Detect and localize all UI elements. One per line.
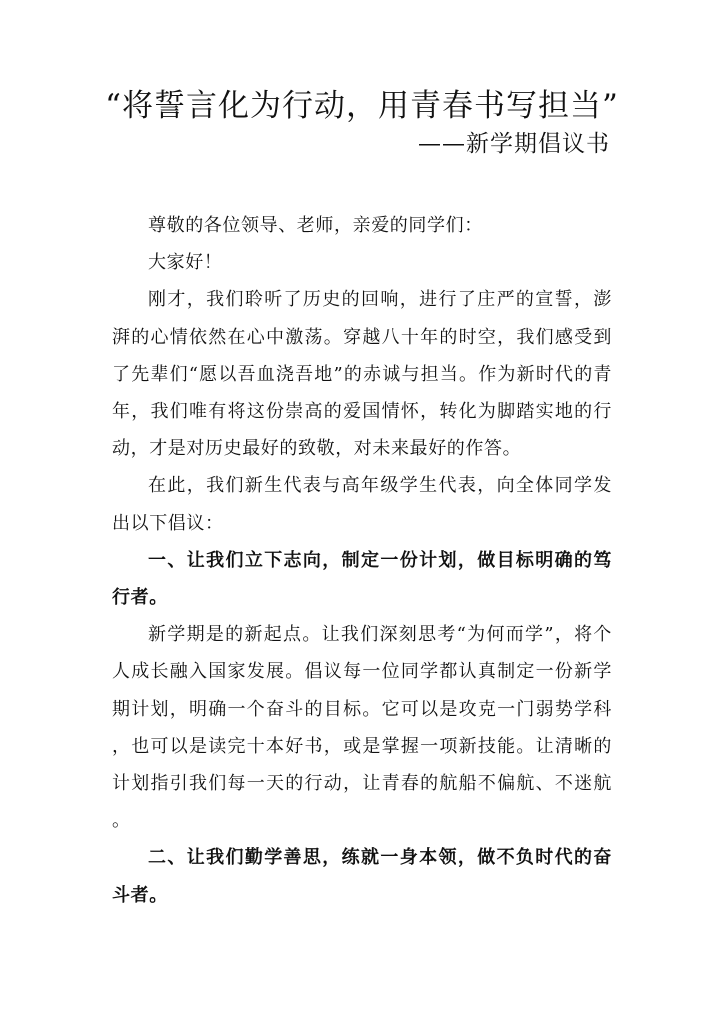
body-paragraph: 刚才，我们聆听了历史的回响，进行了庄严的宣誓，澎湃的心情依然在心中激荡。穿越八十年的时空，我们感受到了先辈们“愿以吾血浇吾地”的赤诚与担当。作为新时代的青年，我们唯有将这份崇高的爱国情怀，转化为脚踏实地的行动，才是对历史最好的致敬，对未来最好的作答。 bbox=[112, 289, 612, 460]
document-subtitle: ——新学期倡议书 bbox=[418, 131, 610, 157]
document-title: “将誓言化为行动，用青春书写担当” bbox=[105, 88, 619, 124]
section-heading: 一、让我们立下志向，制定一份计划，做目标明确的笃行者。 bbox=[112, 549, 612, 609]
body-paragraph: 在此，我们新生代表与高年级学生代表，向全体同学发出以下倡议： bbox=[112, 475, 612, 534]
greeting: 大家好！ bbox=[148, 252, 223, 274]
document-body bbox=[112, 207, 612, 914]
salutation: 尊敬的各位领导、老师，亲爱的同学们： bbox=[148, 215, 483, 236]
body-paragraph: 新学期是的新起点。让我们深刻思考“为何而学”，将个人成长融入国家发展。倡议每一位同学都认真制定一份新学期计划，明确一个奋斗的目标。它可以是攻克一门弱势学科，也可以是读完十本好书，或是掌握一项新技能。让清晰的计划指引我们每一天的行动，让青春的航船不偏航、不迷航。 bbox=[112, 624, 612, 832]
section-heading: 二、让我们勤学善思，练就一身本领，做不负时代的奋斗者。 bbox=[112, 847, 612, 906]
